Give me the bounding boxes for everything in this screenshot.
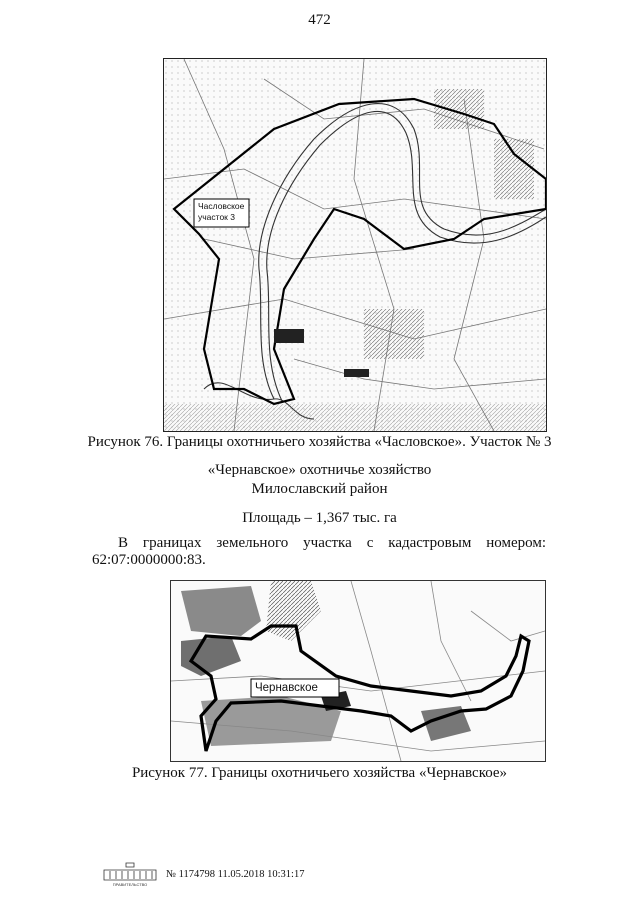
figure2-caption: Рисунок 77. Границы охотничьего хозяйства «Чернавское» [131, 765, 508, 781]
map1-label-plot: участок 3 [198, 212, 235, 222]
map1-label [198, 201, 244, 223]
map-chernavskoe [170, 580, 546, 762]
district-heading: Милославский район [251, 481, 388, 497]
page-number: 472 [308, 12, 331, 28]
map2-label: Чернавское [255, 682, 318, 694]
land-plot-text-line2: 62:07:0000000:83. [92, 552, 206, 568]
government-logo-text: ПРАВИТЕЛЬСТВО [112, 882, 148, 887]
government-logo [100, 860, 160, 888]
map-chaslovskoe-drawing [164, 59, 546, 431]
map1-label-name: Часловское [198, 201, 245, 211]
map-chaslovskoe [163, 58, 547, 432]
map-chernavskoe-drawing [171, 581, 545, 761]
document-stamp: № 1174798 11.05.2018 10:31:17 [166, 869, 305, 880]
document-footer [100, 860, 420, 890]
farm-name-heading: «Чернавское» охотничье хозяйство [207, 462, 432, 478]
area-text: Площадь – 1,367 тыс. га [242, 510, 397, 526]
figure1-caption: Рисунок 76. Границы охотничьего хозяйства «Часловское». Участок № 3 [87, 434, 552, 450]
land-plot-text-line1: В границах земельного участка с кадастровым номером: [118, 535, 546, 551]
